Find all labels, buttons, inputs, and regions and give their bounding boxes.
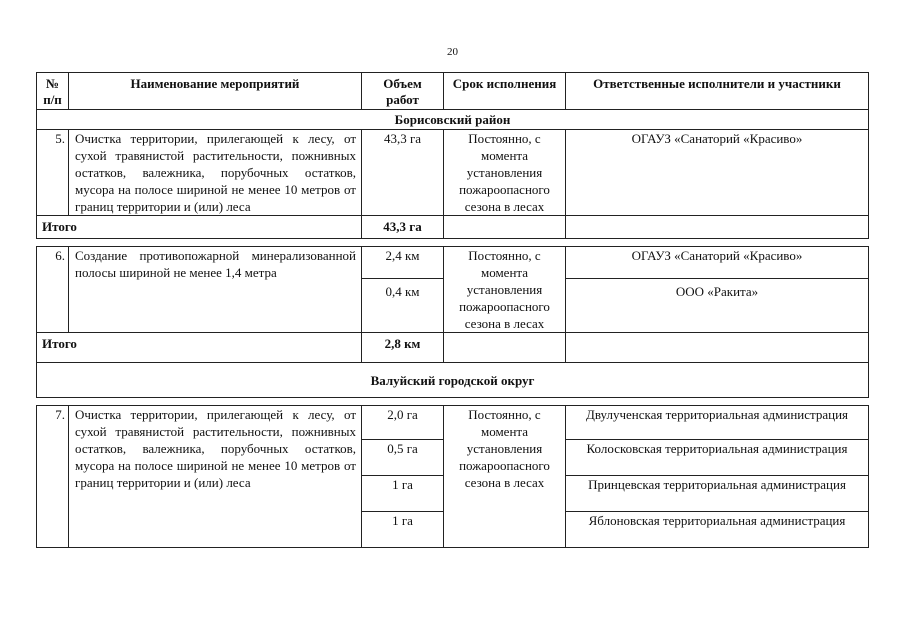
event-responsible: ООО «Ракита» bbox=[566, 279, 869, 333]
total-empty-cell bbox=[444, 216, 566, 239]
event-responsible: ОГАУЗ «Санаторий «Красиво» bbox=[566, 247, 869, 279]
event-name: Создание противопожарной минерализованной полосы шириной не менее 1,4 метра bbox=[69, 247, 362, 333]
event-name: Очистка территории, прилегающей к лесу, от сухой травянистой растительности, пожнивных остатков, валежника, порубочных остатков, мусора на полосе шириной не менее 10 метров от границ территории и (или) леса bbox=[69, 130, 362, 216]
event-responsible: Принцевская территориальная администрация bbox=[566, 476, 869, 512]
table-row-7 bbox=[37, 406, 869, 440]
table-gap bbox=[37, 239, 869, 247]
total-volume: 2,8 км bbox=[362, 333, 444, 363]
region-row-valuysky bbox=[37, 363, 869, 398]
event-responsible: Двулученская территориальная администрация bbox=[566, 406, 869, 440]
event-responsible: Яблоновская территориальная администрация bbox=[566, 512, 869, 548]
header-term: Срок исполнения bbox=[444, 73, 566, 110]
total-empty-cell bbox=[566, 216, 869, 239]
total-empty-cell bbox=[566, 333, 869, 363]
event-volume: 2,4 км bbox=[362, 247, 444, 279]
header-volume: Объем работ bbox=[362, 73, 444, 110]
event-term: Постоянно, с момента установления пожароопасного сезона в лесах bbox=[444, 130, 566, 216]
page-number: 20 bbox=[447, 46, 458, 58]
header-name: Наименование мероприятий bbox=[69, 73, 362, 110]
event-name: Очистка территории, прилегающей к лесу, от сухой травянистой растительности, пожнивных остатков, валежника, порубочных остатков, мусора на полосе шириной не менее 10 метров от границ территории и (или) леса bbox=[69, 406, 362, 548]
event-responsible: Колосковская территориальная администрация bbox=[566, 440, 869, 476]
events-table bbox=[36, 72, 869, 548]
event-responsible: ОГАУЗ «Санаторий «Красиво» bbox=[566, 130, 869, 216]
row-number: 6. bbox=[37, 247, 69, 333]
event-volume: 43,3 га bbox=[362, 130, 444, 216]
region-title: Валуйский городской округ bbox=[37, 363, 869, 398]
total-row-5 bbox=[37, 216, 869, 239]
table-row-6 bbox=[37, 247, 869, 279]
row-number: 7. bbox=[37, 406, 69, 548]
event-volume: 1 га bbox=[362, 476, 444, 512]
header-responsible: Ответственные исполнители и участники bbox=[566, 73, 869, 110]
event-term: Постоянно, с момента установления пожароопасного сезона в лесах bbox=[444, 247, 566, 333]
event-volume: 2,0 га bbox=[362, 406, 444, 440]
header-num: № п/п bbox=[37, 73, 69, 110]
row-number: 5. bbox=[37, 130, 69, 216]
total-volume: 43,3 га bbox=[362, 216, 444, 239]
region-row-borisovsky bbox=[37, 110, 869, 130]
table-header-row bbox=[37, 73, 869, 110]
event-volume: 0,4 км bbox=[362, 279, 444, 333]
region-title: Борисовский район bbox=[37, 110, 869, 130]
table-row-5 bbox=[37, 130, 869, 216]
total-empty-cell bbox=[444, 333, 566, 363]
table-gap bbox=[37, 398, 869, 406]
total-label: Итого bbox=[37, 216, 362, 239]
event-volume: 0,5 га bbox=[362, 440, 444, 476]
total-label: Итого bbox=[37, 333, 362, 363]
total-row-6 bbox=[37, 333, 869, 363]
event-term: Постоянно, с момента установления пожароопасного сезона в лесах bbox=[444, 406, 566, 548]
event-volume: 1 га bbox=[362, 512, 444, 548]
